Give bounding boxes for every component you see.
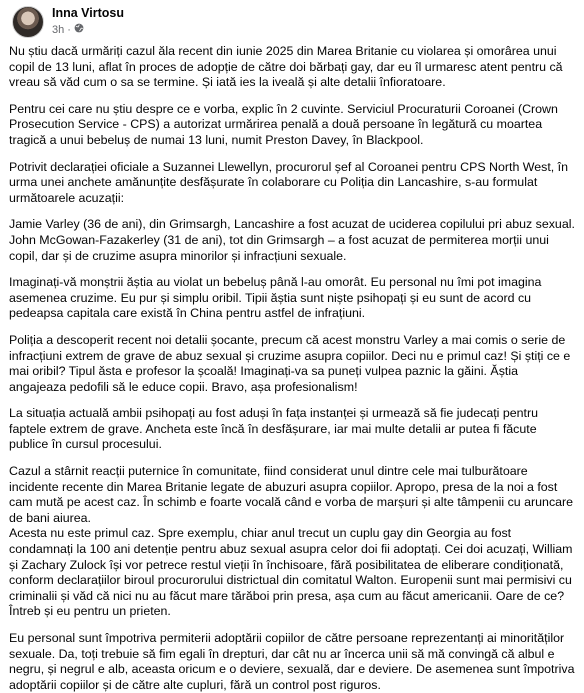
avatar[interactable] xyxy=(12,6,44,38)
post-subline xyxy=(52,23,124,37)
post-paragraph: Pentru cei care nu știu despre ce e vorba, explic în 2 cuvinte. Serviciul Procuraturii Coroanei (Crown Prosecution Service - CPS) a autorizat urmărirea penală a două persoane în legătură cu moartea tragică a unui bebeluș de numai 13 luni, numit Preston Davey, în Blackpool. xyxy=(9,101,558,147)
post-paragraph: La situația actuală ambii psihopați au fost aduși în fața instanței și urmează să fie judecați pentru faptele extrem de grave. Ancheta este încă în desfășurare, iar mai multe detalii ar putea fi făcute publice în cursul procesului. xyxy=(9,406,538,452)
post-header xyxy=(9,0,584,44)
post-paragraph: Cazul a stârnit reacții puternice în comunitate, fiind considerat unul dintre cele mai tulburătoare incidente recente din Marea Britanie legate de abuzuri asupra copiilor. Apropo, presa de la noi a fost cam mută pe acest caz. În schimb e foarte vocală când e vorba de marșuri și alte tâmpenii cu aruncare de bani aiurea. xyxy=(9,464,574,525)
post-paragraph: Imaginați-vă monștrii ăștia au violat un bebeluș până l-au omorât. Eu personal nu îmi pot imagina asemenea cruzime. Eu pur și simplu oribil. Tipii ăștia sunt niște psihopați și eu sunt de acord cu pedeapsa capitala care există în China pentru astfel de infrațiuni. xyxy=(9,275,542,321)
post-paragraph: Acesta nu este primul caz. Spre exemplu, chiar anul trecut un cuplu gay din Georgia au fost condamnați la 100 ani detenție pentru abuz sexual asupra celor doi fii adoptați. Cei doi acuzați, William și Zachary Zulock își vor petrece restul vieții în închisoare, fără posibilitatea de eliberare condiționată, conform declarațiilor biroul procurorului districtual din comitatul Walton. Europenii sunt mai permisivi cu criminalii și văd că nici nu au făcut mare tărăboi prin presa, așa cum au făcut americanii. Oare de ce? Întreb și eu pentru un prieten. xyxy=(9,526,573,619)
post-time[interactable]: 3h xyxy=(52,24,65,36)
post-paragraph: Jamie Varley (36 de ani), din Grimsargh, Lancashire a fost acuzat de uciderea copilului pri abuz sexual. John McGowan-Fazakerley (31 de ani), tot din Grimsargh – a fost acuzat de permiterea morții unui copil, dar și de cruzime asupra minorilor și infracțiuni sexuale. xyxy=(9,217,575,263)
post-paragraph: Potrivit declarației oficiale a Suzannei Llewellyn, procurorul șef al Coroanei pentru CPS North West, în urma unei anchete amănunțite desfășurate în colaborare cu Poliția din Lancashire, s-au formulat următoarele acuzații: xyxy=(9,159,569,205)
separator-dot: · xyxy=(67,24,71,36)
globe-icon[interactable] xyxy=(74,23,84,37)
post-meta xyxy=(52,6,124,37)
post-paragraph: Eu personal sunt împotriva permiterii adoptării copiilor de către persoane reprezentanți ai minorităților sexuale. Da, toți trebuie să fim egali în drepturi, dar cât nu ar încerca unii să mă convingă că albul e negru, și negrul e alb, aceasta oricum e o deviere, sexuală, dar e deviere. De asemenea sunt împotriva adoptării copiilor și de către alte cupluri, fără un control post riguros. xyxy=(9,631,575,692)
author-name[interactable]: Inna Virtosu xyxy=(52,6,125,20)
post-paragraph: Nu știu dacă urmăriți cazul ăla recent din iunie 2025 din Marea Britanie cu violarea și omorârea unui copil de 13 luni, aflat în proces de adopție de către doi bărbați gay, dar eu îl urmaresc atent pentru că vreau să văd cum o sa se termine. Și iată ies la iveală și alte detalii înfioratoare. xyxy=(9,44,563,90)
post-paragraph: Poliția a descoperit recent noi detalii șocante, precum că acest monstru Varley a mai comis o serie de infracțiuni extrem de grave de abuz sexual și cruzime asupra copiilor. Deci nu e primul caz! Și știți ce e mai oribil? Tipul ăsta e profesor la școală! Imaginați-va sa puneți vulpea paznic la găini. Ăștia angajeaza pedofili să le educe copii. Bravo, așa profesionalism! xyxy=(9,332,571,394)
post-body xyxy=(9,44,584,693)
